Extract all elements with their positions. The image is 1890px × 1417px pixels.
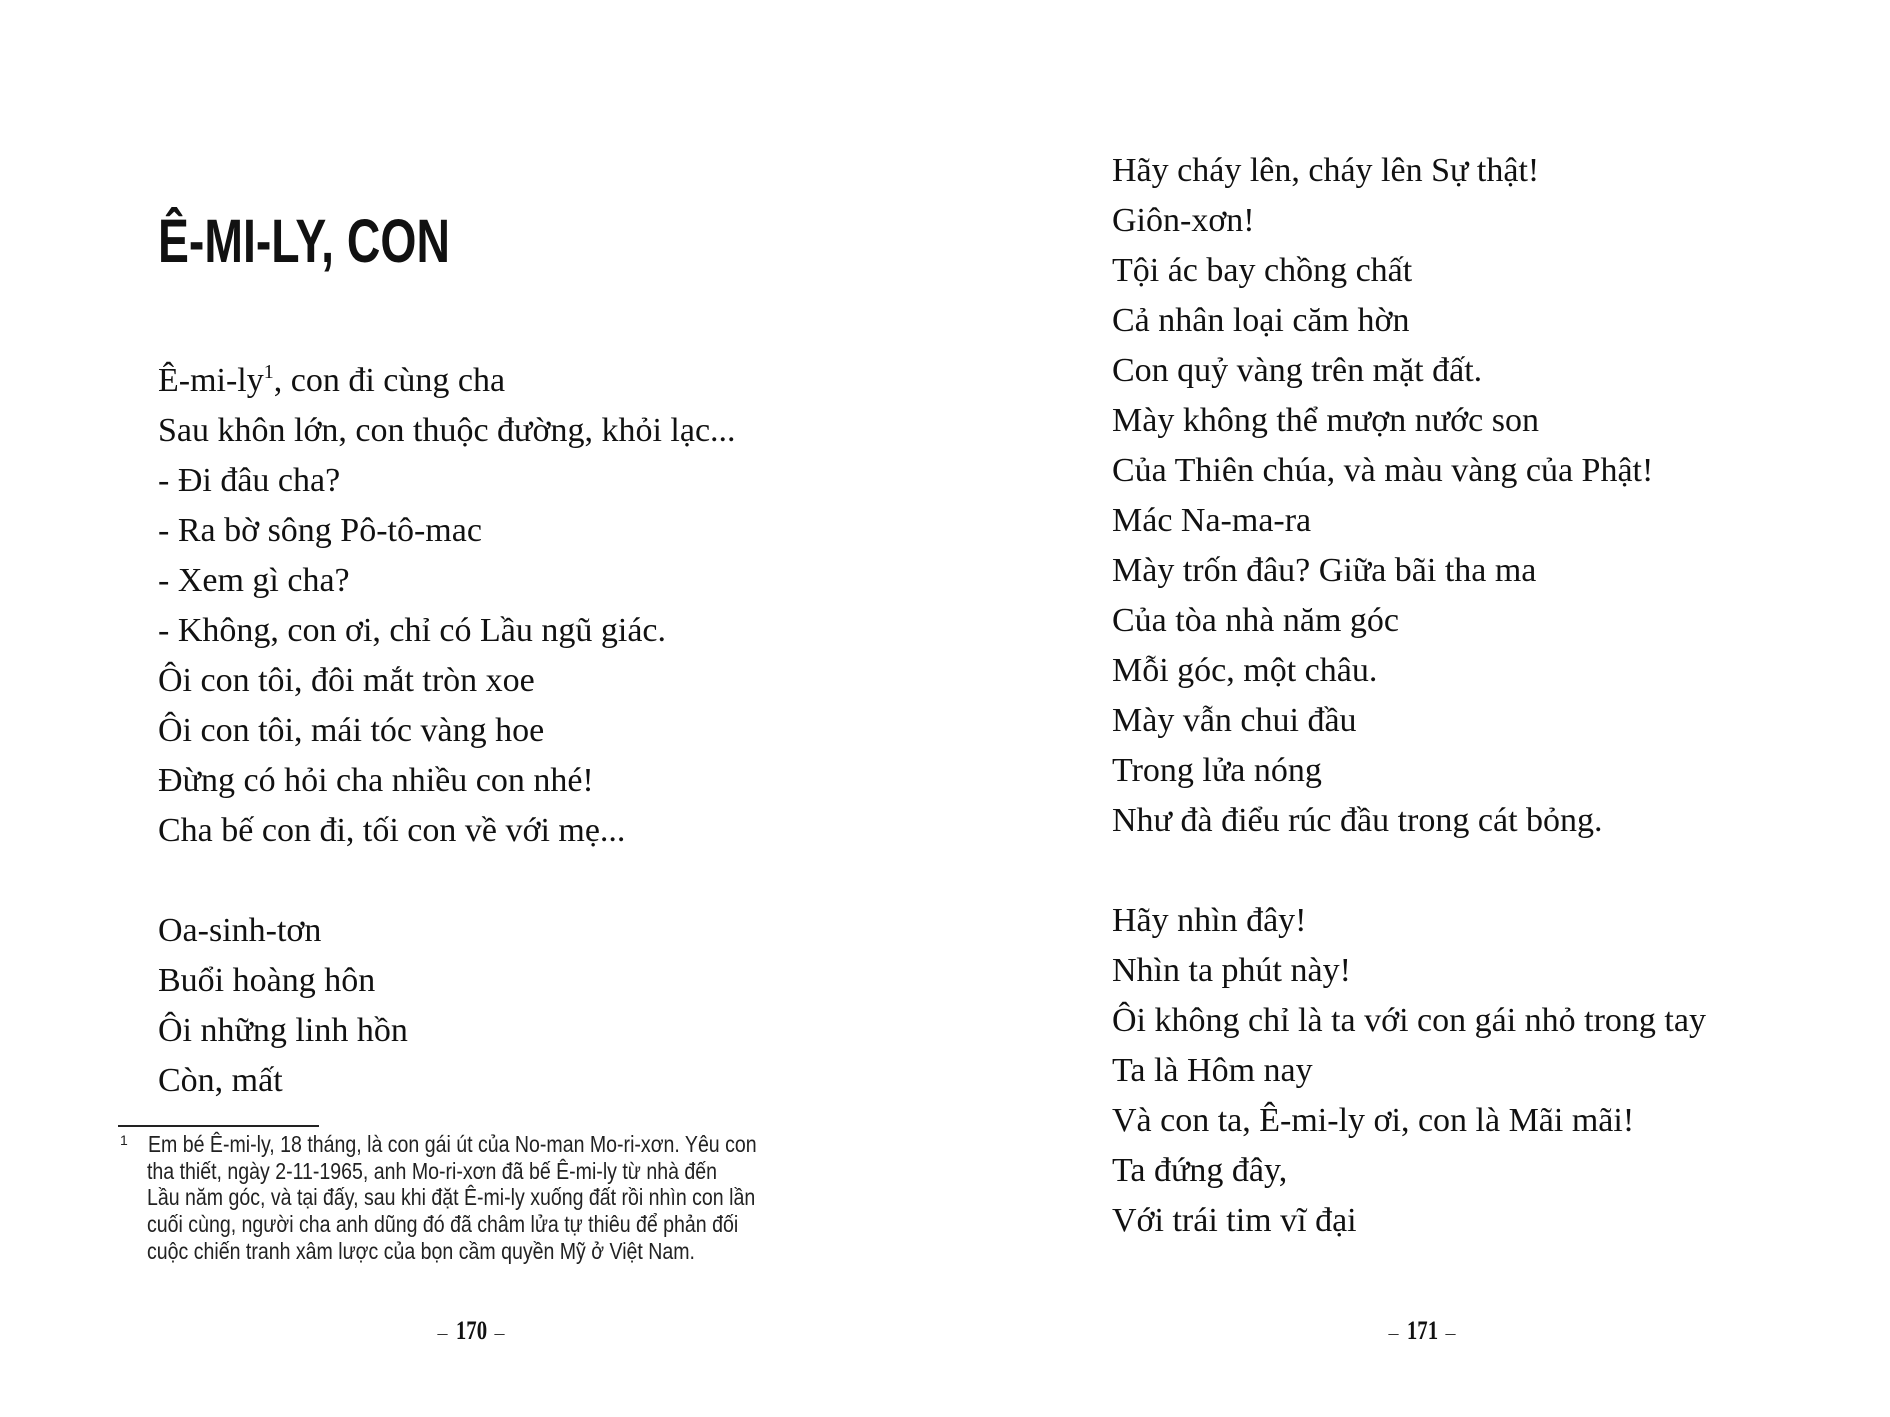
footnote-line: cuộc chiến tranh xâm lược của bọn cầm quyền Mỹ ở Việt Nam. bbox=[147, 1237, 695, 1264]
right-page bbox=[945, 0, 1890, 1417]
page-number-dash: – bbox=[1388, 1322, 1399, 1344]
verse-line: Mày trốn đâu? Giữa bãi tha ma bbox=[1112, 552, 1537, 589]
verse-line: Nhìn ta phút này! bbox=[1112, 952, 1351, 989]
verse-line: - Không, con ơi, chỉ có Lầu ngũ giác. bbox=[158, 612, 667, 649]
verse-line: Trong lửa nóng bbox=[1112, 752, 1322, 789]
verse-line: Cha bế con đi, tối con về với mẹ... bbox=[158, 812, 626, 849]
verse-line-text: Ê-mi-ly bbox=[158, 362, 264, 399]
verse-line: Mày không thể mượn nước son bbox=[1112, 402, 1539, 439]
verse-line: Oa-sinh-tơn bbox=[158, 912, 322, 949]
verse-line: Của tòa nhà năm góc bbox=[1112, 602, 1400, 639]
page-number-dash: – bbox=[437, 1322, 448, 1344]
poem-verse-right bbox=[1112, 146, 1706, 1246]
verse-line: Với trái tim vĩ đại bbox=[1112, 1202, 1357, 1239]
footnote-line: tha thiết, ngày 2-11-1965, anh Mo-ri-xơn đã bế Ê-mi-ly từ nhà đến bbox=[147, 1157, 717, 1184]
verse-line: Ôi những linh hồn bbox=[158, 1012, 408, 1049]
page-number-dash: – bbox=[1445, 1322, 1456, 1344]
page-number-dash: – bbox=[494, 1322, 505, 1344]
verse-line: - Xem gì cha? bbox=[158, 562, 350, 599]
verse-line: - Ra bờ sông Pô-tô-mac bbox=[158, 512, 482, 549]
verse-line: Còn, mất bbox=[158, 1062, 283, 1099]
verse-line: Của Thiên chúa, và màu vàng của Phật! bbox=[1112, 452, 1654, 489]
verse-line: Như đà điểu rúc đầu trong cát bỏng. bbox=[1112, 802, 1603, 839]
footnote-line: Lầu năm góc, và tại đấy, sau khi đặt Ê-mi-ly xuống đất rồi nhìn con lần bbox=[147, 1184, 756, 1211]
page-number-value: 171 bbox=[1406, 1316, 1438, 1345]
footnote-number: 1 bbox=[120, 1132, 128, 1148]
verse-line: - Đi đâu cha? bbox=[158, 462, 341, 499]
footnote-line: cuối cùng, người cha anh dũng đó đã châm lửa tự thiêu để phản đối bbox=[147, 1211, 739, 1238]
verse-line: Đừng có hỏi cha nhiều con nhé! bbox=[158, 762, 594, 799]
verse-line: Ta là Hôm nay bbox=[1112, 1052, 1313, 1089]
verse-line bbox=[158, 356, 736, 406]
verse-line: Và con ta, Ê-mi-ly ơi, con là Mãi mãi! bbox=[1112, 1102, 1635, 1139]
verse-line: Ôi con tôi, đôi mắt tròn xoe bbox=[158, 662, 535, 699]
verse-line: Cả nhân loại căm hờn bbox=[1112, 302, 1410, 339]
footnote-divider bbox=[118, 1125, 319, 1127]
page-number-right bbox=[1362, 1316, 1482, 1348]
footnote bbox=[118, 1131, 838, 1264]
verse-line: Mỗi góc, một châu. bbox=[1112, 652, 1378, 689]
page-number-value: 170 bbox=[455, 1316, 487, 1345]
poem-title: Ê-MI-LY, CON bbox=[158, 207, 450, 275]
stanza-break bbox=[158, 856, 736, 906]
verse-line: Sau khôn lớn, con thuộc đường, khỏi lạc... bbox=[158, 412, 736, 449]
verse-line: Hãy nhìn đây! bbox=[1112, 902, 1307, 939]
verse-line-text: , con đi cùng cha bbox=[273, 362, 506, 399]
poem-verse-left bbox=[158, 356, 736, 1106]
verse-line: Con quỷ vàng trên mặt đất. bbox=[1112, 352, 1483, 389]
stanza-break bbox=[1112, 846, 1706, 896]
footnote-line: Em bé Ê-mi-ly, 18 tháng, là con gái út của No-man Mo-ri-xơn. Yêu con bbox=[148, 1131, 757, 1157]
verse-line: Giôn-xơn! bbox=[1112, 202, 1255, 239]
verse-line: Ta đứng đây, bbox=[1112, 1152, 1288, 1189]
footnote-reference[interactable]: 1 bbox=[263, 361, 274, 383]
page-number-left bbox=[411, 1316, 531, 1348]
verse-line: Ôi không chỉ là ta với con gái nhỏ trong tay bbox=[1112, 1002, 1706, 1039]
verse-line: Hãy cháy lên, cháy lên Sự thật! bbox=[1112, 152, 1540, 189]
verse-line: Mác Na-ma-ra bbox=[1112, 502, 1312, 539]
verse-line: Ôi con tôi, mái tóc vàng hoe bbox=[158, 712, 545, 749]
verse-line: Mày vẫn chui đầu bbox=[1112, 702, 1357, 739]
verse-line: Buổi hoàng hôn bbox=[158, 962, 376, 999]
verse-line: Tội ác bay chồng chất bbox=[1112, 252, 1413, 289]
